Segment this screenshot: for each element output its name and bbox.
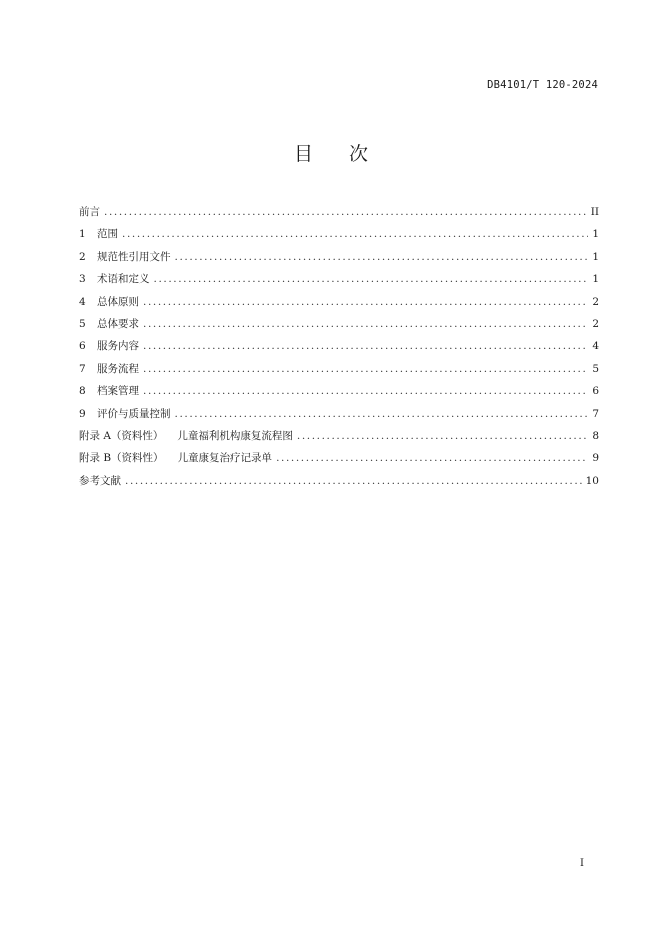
toc-entry-title: 儿童康复治疗记录单	[177, 452, 273, 465]
toc-entry-page: 2	[592, 317, 599, 330]
toc-entry-page: 2	[592, 295, 599, 308]
toc-entry-bibliography[interactable]	[79, 470, 599, 492]
toc-leader-dots	[122, 223, 588, 245]
toc-leader-dots	[175, 246, 589, 268]
toc-entry-scope[interactable]	[79, 223, 599, 245]
toc-entry-annex-label: 附录 B（资料性）	[79, 452, 164, 465]
toc-leader-dots	[175, 403, 589, 425]
toc-leader-dots	[297, 425, 588, 447]
toc-entry-annex-a[interactable]	[79, 425, 599, 447]
document-code: DB4101/T 120-2024	[487, 79, 598, 91]
toc-entry-records-management[interactable]	[79, 380, 599, 402]
toc-entry-title: 参考文献	[79, 474, 121, 487]
toc-entry-page: 9	[592, 452, 599, 465]
toc-entry-title: 范围	[97, 228, 118, 241]
toc-leader-dots	[125, 470, 582, 492]
page-title-char-1: 目	[293, 143, 313, 165]
toc-entry-title: 档案管理	[97, 385, 139, 398]
toc-entry-page: II	[590, 206, 599, 218]
toc-entry-page: 1	[592, 250, 599, 263]
toc-entry-number: 1	[79, 228, 86, 241]
toc-leader-dots	[143, 358, 588, 380]
toc-entry-page: 6	[592, 385, 599, 398]
toc-entry-general-requirements[interactable]	[79, 313, 599, 335]
toc-entry-title: 前言	[79, 206, 100, 218]
toc-entry-number: 6	[79, 340, 86, 353]
toc-leader-dots	[143, 291, 588, 313]
toc-entry-page: 8	[592, 429, 599, 442]
toc-entry-number: 4	[79, 295, 86, 308]
toc-entry-number: 2	[79, 250, 86, 263]
toc-entry-number: 7	[79, 362, 86, 375]
page-title-char-2: 次	[349, 143, 369, 165]
toc-entry-page: 5	[592, 362, 599, 375]
toc-entry-normative-references[interactable]	[79, 246, 599, 268]
toc-entry-annex-b[interactable]	[79, 447, 599, 469]
toc-entry-page: 7	[592, 407, 599, 420]
toc-leader-dots	[143, 335, 588, 357]
page-title	[0, 139, 662, 166]
toc-entry-title: 服务流程	[97, 362, 139, 375]
toc-entry-number: 9	[79, 407, 86, 420]
toc-entry-page: 1	[592, 273, 599, 286]
toc-leader-dots	[154, 268, 589, 290]
toc-leader-dots	[104, 201, 587, 223]
toc-entry-annex-label: 附录 A（资料性）	[79, 429, 164, 442]
toc-leader-dots	[276, 447, 588, 469]
toc-entry-number: 8	[79, 385, 86, 398]
toc-entry-service-content[interactable]	[79, 335, 599, 357]
toc-entry-title: 规范性引用文件	[97, 250, 171, 263]
toc-entry-title: 评价与质量控制	[97, 407, 171, 420]
toc-leader-dots	[143, 380, 588, 402]
toc-entry-title: 儿童福利机构康复流程图	[177, 429, 293, 442]
toc-entry-title: 总体原则	[97, 295, 139, 308]
toc-entry-foreword[interactable]	[79, 201, 599, 223]
toc-entry-title: 总体要求	[97, 317, 139, 330]
toc-entry-title: 服务内容	[97, 340, 139, 353]
toc-entry-general-principles[interactable]	[79, 291, 599, 313]
toc-entry-service-process[interactable]	[79, 358, 599, 380]
toc-entry-page: 10	[585, 474, 599, 487]
page-number: I	[580, 858, 584, 869]
toc-entry-number: 5	[79, 317, 86, 330]
toc-entry-page: 4	[592, 340, 599, 353]
toc-entry-page: 1	[592, 228, 599, 241]
toc-entry-title: 术语和定义	[97, 273, 150, 286]
toc-entry-terms-definitions[interactable]	[79, 268, 599, 290]
toc-leader-dots	[143, 313, 588, 335]
table-of-contents	[79, 201, 599, 492]
toc-entry-evaluation-quality[interactable]	[79, 403, 599, 425]
toc-entry-number: 3	[79, 273, 86, 286]
